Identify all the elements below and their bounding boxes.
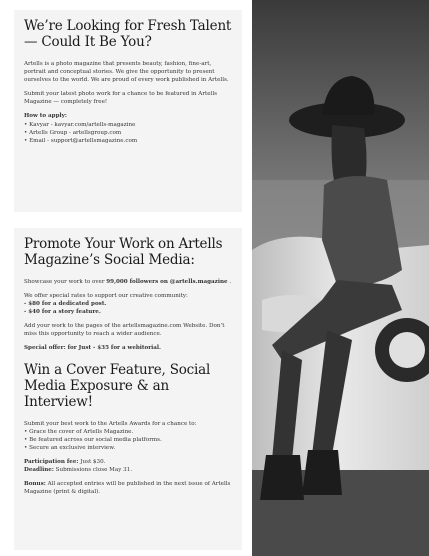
fee-deadline-block	[24, 458, 232, 474]
awards-list	[24, 428, 232, 452]
rate-dedicated-post: - $80 for a dedicated post.	[24, 301, 107, 307]
awards-item-social: • Be featured across our social media platforms.	[24, 436, 232, 444]
awards-item-cover: • Grace the cover of Artells Magazine.	[24, 428, 232, 436]
submit-text: Submit your latest photo work for a chance to be featured in Artells Magazine — completely free!	[24, 91, 217, 105]
fee-label: Participation fee:	[24, 459, 79, 465]
photo-cowgirl-on-vintage-car	[252, 0, 429, 556]
deadline-line	[24, 466, 232, 474]
promote-heading: Promote Your Work on Artells Magazine’s Social Media:	[24, 236, 223, 268]
apply-item-group: • Artells Group - artellsgroup.com	[24, 129, 232, 137]
rate-story-feature: - $40 for a story feature.	[24, 309, 101, 315]
apply-list	[24, 121, 232, 145]
deadline-label: Deadline:	[24, 467, 54, 473]
cowgirl-photo-illustration	[252, 0, 429, 556]
showcase-suffix: .	[227, 279, 232, 285]
promotion-panel	[14, 228, 242, 550]
how-to-apply-label: How to apply:	[24, 113, 67, 119]
bonus-value: All accepted entries will be published in the next issue of Artells Magazine (print & digital).	[24, 481, 231, 495]
special-offer-label: Special offer:	[24, 345, 66, 351]
showcase-followers: 99,000 followers on @artells.magazine	[106, 279, 228, 285]
talent-intro-text: Artells is a photo magazine that presents beauty, fashion, fine-art, portrait and conceptual stories. We give the opportunity to present ourselves to the world. We are proud of every work published in Artells.	[24, 61, 229, 83]
special-offer	[24, 344, 232, 352]
bonus-text	[24, 480, 232, 496]
cowboy-boot-left	[260, 455, 304, 500]
rates-block	[24, 292, 232, 316]
awards-item-interview: • Secure an exclusive interview.	[24, 444, 232, 452]
showcase-text	[24, 278, 232, 286]
fee-value: Just $30.	[78, 459, 106, 465]
talent-call-panel	[14, 10, 242, 212]
special-offer-text: for Just - $35 for a webitorial.	[65, 345, 162, 351]
fee-line	[24, 458, 232, 466]
apply-item-kavyar: • Kavyar - kavyar.com/artells-magazine	[24, 121, 232, 129]
car-hubcap	[389, 332, 425, 368]
rates-intro: We offer special rates to support our creative community:	[24, 293, 188, 299]
website-text: Add your work to the pages of the artellsmagazine.com Website. Don’t miss this opportunity to reach a wider audience.	[24, 323, 225, 337]
cowboy-boot-right	[302, 450, 342, 495]
awards-intro: Submit your best work to the Artells Awards for a chance to:	[24, 421, 197, 427]
bonus-label: Bonus:	[24, 481, 46, 487]
showcase-prefix: Showcase your work to over	[24, 279, 107, 285]
awards-heading: Win a Cover Feature, Social Media Exposure & an Interview!	[24, 362, 211, 410]
talent-call-heading: We’re Looking for Fresh Talent — Could It Be You?	[24, 18, 232, 50]
apply-item-email: • Email - support@artellsmagazine.com	[24, 137, 232, 145]
deadline-value: Submissions close May 31.	[53, 467, 133, 473]
